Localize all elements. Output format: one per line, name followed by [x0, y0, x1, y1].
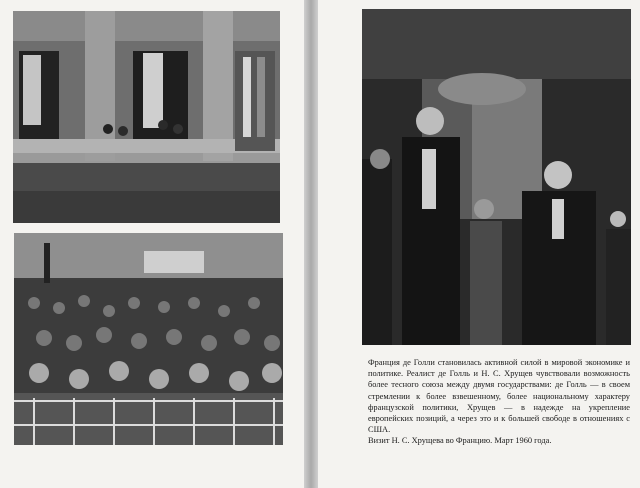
- caption-visit: Визит Н. С. Хрущева во Францию. Март 1960 года.: [368, 436, 552, 446]
- left-page: [0, 0, 304, 488]
- crowd-photo: [14, 233, 283, 445]
- photo-caption: [368, 357, 630, 447]
- crowd-photo-image: [14, 233, 283, 445]
- leaders-photo: [362, 9, 631, 345]
- caption-text: Франция де Голли становилась активной силой в мировой экономике и политике. Реалист де Голль и Н. С. Хрущев чувствовали возможность более тесного союза между двумя государствами: де Голль — в своем стремлении к более взвешенному, более национальному характеру французской политики, Хрущев — в надежде на укрепление европейских позиций, а через это и к большей свободе в отношениях с США.: [368, 358, 630, 435]
- balcony-photo: [13, 11, 280, 223]
- balcony-photo-image: [13, 11, 280, 223]
- leaders-photo-image: [362, 9, 631, 345]
- right-page: [318, 0, 640, 488]
- book-gutter: [304, 0, 318, 488]
